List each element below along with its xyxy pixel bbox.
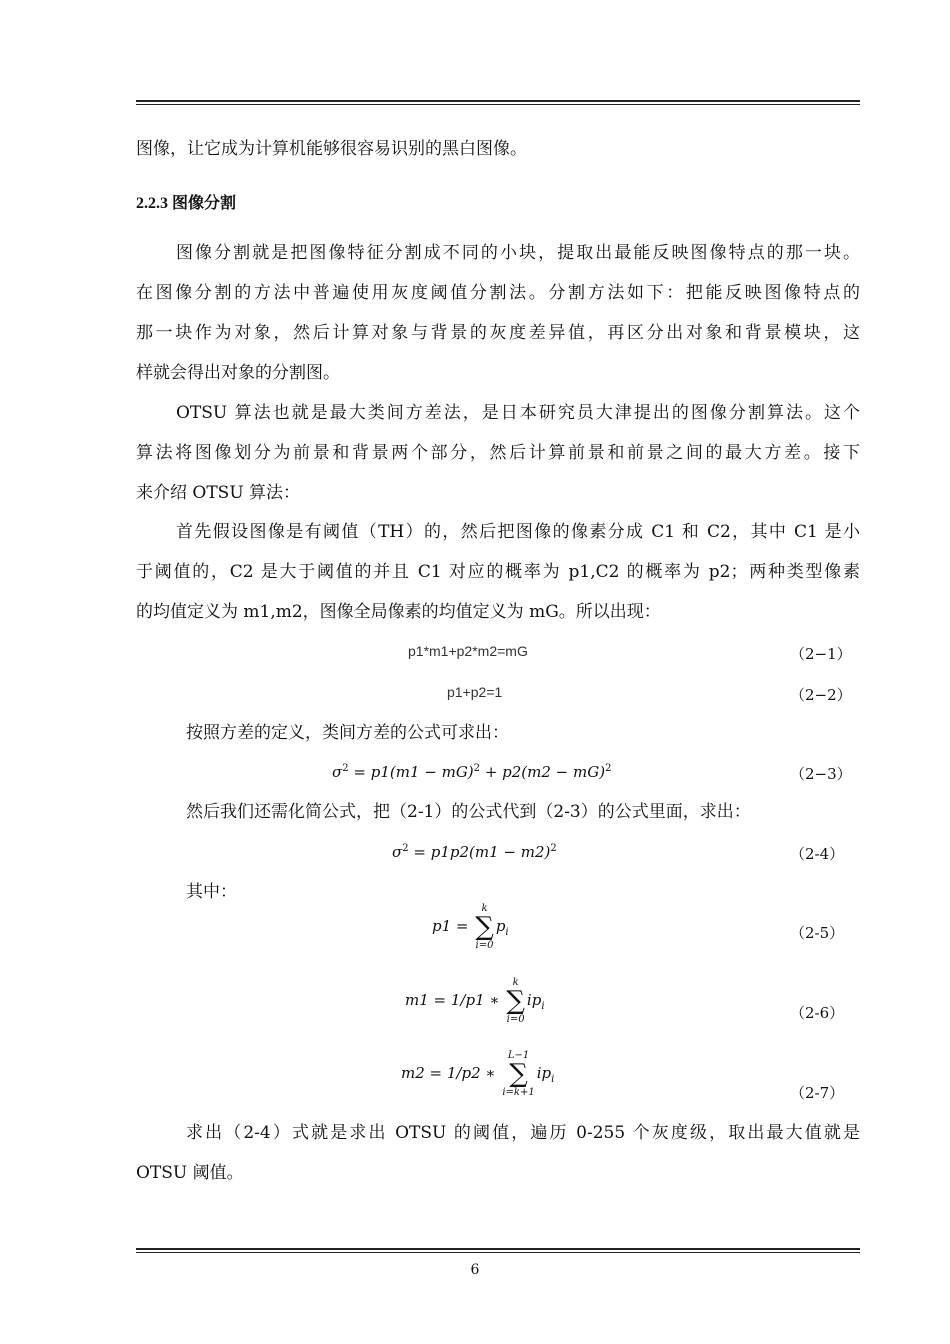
text-line: 其中： bbox=[186, 882, 237, 902]
text-line: 那一块作为对象，然后计算对象与背景的灰度差异值，再区分出对象和背景模块，这 bbox=[136, 323, 860, 343]
text-line: 图像分割就是把图像特征分割成不同的小块，提取出最能反映图像特点的那一块。 bbox=[176, 243, 860, 263]
section-heading: 2.2.3 图像分割 bbox=[136, 195, 237, 212]
equation-number: （2-7） bbox=[790, 1084, 845, 1102]
footer-rule bbox=[136, 1248, 860, 1253]
text-line: 图像，让它成为计算机能够很容易识别的黑白图像。 bbox=[136, 139, 527, 159]
equation-number: （2-6） bbox=[790, 1004, 845, 1022]
equation-2-3: $\sigma^2 = p1(m1 - mG)^2 + p2(m2 - mG)^2$ bbox=[332, 763, 612, 781]
equation-2-2: p1+p2=1 bbox=[447, 684, 503, 700]
equation-2-7: m2 = 1/p2 ∗ L−1 ∑ i=k+1 $ip_i$ bbox=[401, 1050, 555, 1098]
equation-number: （2−2） bbox=[790, 686, 852, 704]
text-line: 求出（2-4）式就是求出 OTSU 的阈值，遍历 0-255 个灰度级，取出最大值就是 bbox=[186, 1123, 860, 1143]
text-line: OTSU 阈值。 bbox=[136, 1163, 244, 1183]
text-line: 的均值定义为 m1,m2，图像全局像素的均值定义为 mG。所以出现： bbox=[136, 602, 661, 622]
page-number: 6 bbox=[470, 1262, 480, 1278]
text-line: 首先假设图像是有阈值（TH）的，然后把图像的像素分成 C1 和 C2，其中 C1 是小 bbox=[176, 522, 860, 542]
text-line: 样就会得出对象的分割图。 bbox=[136, 363, 340, 383]
text-line: OTSU 算法也就是最大类间方差法，是日本研究员大津提出的图像分割算法。这个 bbox=[176, 403, 860, 423]
equation-number: （2-4） bbox=[790, 845, 845, 863]
equation-number: （2−3） bbox=[790, 765, 852, 783]
text-line: 按照方差的定义，类间方差的公式可求出： bbox=[186, 723, 509, 743]
text-line: 于阈值的，C2 是大于阈值的并且 C1 对应的概率为 p1,C2 的概率为 p2；两种类型像素 bbox=[136, 562, 860, 582]
equation-2-5: p1 = k ∑ i=0 $p_i$ bbox=[432, 903, 509, 951]
text-line: 算法将图像划分为前景和背景两个部分，然后计算前景和前景之间的最大方差。接下 bbox=[136, 443, 860, 463]
text-line: 来介绍 OTSU 算法： bbox=[136, 483, 301, 503]
text-line: 然后我们还需化简公式，把（2-1）的公式代到（2-3）的公式里面，求出： bbox=[186, 802, 751, 822]
equation-number: （2-5） bbox=[790, 924, 845, 942]
header-rule bbox=[136, 100, 860, 105]
equation-2-4: $\sigma^2 = p1p2(m1 - m2)^2$ bbox=[392, 843, 557, 861]
equation-2-1: p1*m1+p2*m2=mG bbox=[408, 643, 528, 659]
text-line: 在图像分割的方法中普遍使用灰度阈值分割法。分割方法如下：把能反映图像特点的 bbox=[136, 283, 860, 303]
equation-2-6: m1 = 1/p1 ∗ k ∑ i=0 $ip_i$ bbox=[405, 977, 545, 1025]
equation-number: （2−1） bbox=[790, 645, 852, 663]
